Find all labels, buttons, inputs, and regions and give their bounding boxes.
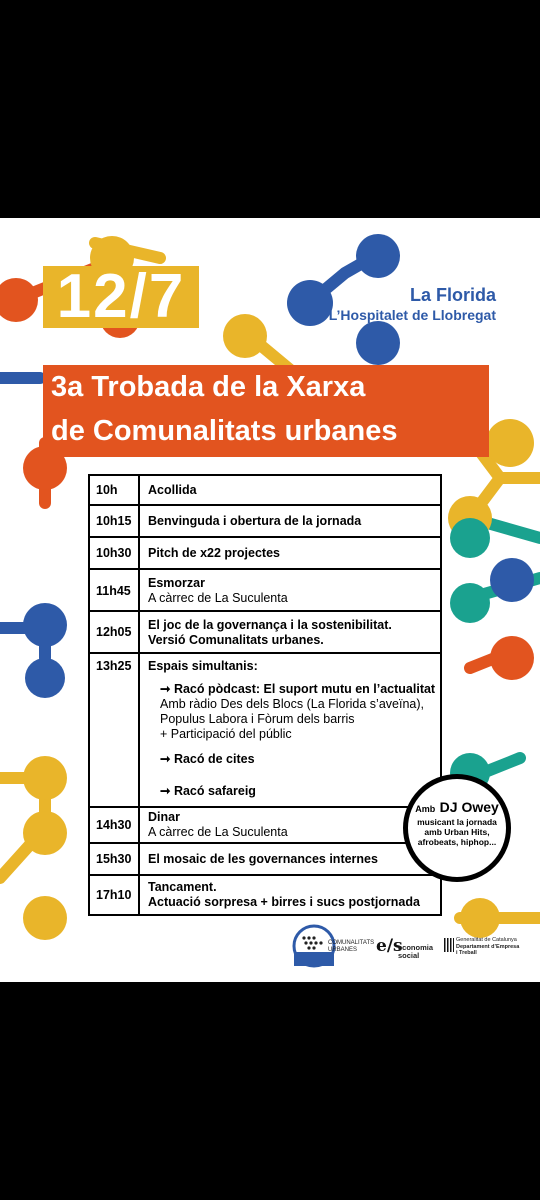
- event-poster: [0, 218, 540, 982]
- sponsor-logos: [290, 922, 540, 970]
- time-cell: 13h25: [89, 653, 139, 807]
- space-cites: ➞ Racó de cites: [160, 752, 255, 766]
- dj-text-1: musicant la jornada: [417, 817, 497, 827]
- economia-social-logo: [398, 944, 433, 960]
- parallel-spaces: [148, 682, 440, 799]
- activity-detail: A càrrec de La Suculenta: [148, 591, 288, 605]
- title-line-1: 3a Trobada de la Xarxa: [51, 371, 366, 403]
- space-podcast: ➞ Racó pòdcast: El suport mutu en l’actualitat: [160, 682, 436, 696]
- logo-text: URBANES: [328, 947, 358, 953]
- economia-social-mark: e/s: [376, 936, 403, 956]
- time-cell: 17h10: [89, 875, 139, 915]
- time-cell: 10h15: [89, 505, 139, 537]
- event-title: [43, 365, 489, 457]
- event-date: 12/7: [43, 266, 199, 328]
- logo-text: i Treball: [456, 950, 477, 956]
- activity-detail: A càrrec de La Suculenta: [148, 825, 288, 839]
- activity-cell: [139, 569, 441, 611]
- activity-detail: Versió Comunalitats urbanes.: [148, 633, 324, 647]
- time-cell: 11h45: [89, 569, 139, 611]
- table-row: [89, 653, 441, 807]
- activity-cell: [139, 875, 441, 915]
- dj-text-3: afrobeats, hiphop...: [417, 837, 497, 847]
- schedule-table: [88, 474, 442, 916]
- activity-title: Esmorzar: [148, 576, 205, 590]
- table-row: [89, 611, 441, 653]
- time-cell: 10h30: [89, 537, 139, 569]
- activity-cell: [139, 653, 441, 807]
- activity-cell: Acollida: [139, 475, 441, 505]
- generalitat-flag-icon: [444, 938, 454, 952]
- activity-cell: [139, 807, 441, 843]
- dj-badge: [403, 774, 511, 882]
- location-neighbourhood: La Florida: [409, 285, 496, 305]
- activity-cell: Benvinguda i obertura de la jornada: [139, 505, 441, 537]
- table-row: [89, 807, 441, 843]
- time-cell: 12h05: [89, 611, 139, 653]
- activity-title: El joc de la governança i la sostenibilitat.: [148, 618, 392, 632]
- time-cell: 10h: [89, 475, 139, 505]
- table-row: [89, 537, 441, 569]
- table-row: [89, 569, 441, 611]
- time-cell: 14h30: [89, 807, 139, 843]
- space-detail: + Participació del públic: [160, 727, 292, 741]
- activity-title: Tancament.: [148, 880, 217, 894]
- space-detail: Populus Labora i Fòrum dels barris: [160, 712, 355, 726]
- logo-text: social: [398, 951, 420, 960]
- logo-text: Generalitat de Catalunya: [456, 937, 517, 943]
- event-location: [329, 284, 496, 324]
- table-row: [89, 875, 441, 915]
- space-safareig: ➞ Racó safareig: [160, 784, 256, 798]
- generalitat-logo: [456, 937, 519, 957]
- activity-detail: Actuació sorpresa + birres i sucs postjornada: [148, 895, 420, 909]
- space-detail: Amb ràdio Des dels Blocs (La Florida s’aveïna),: [160, 697, 425, 711]
- activity-cell: El mosaic de les governances internes: [139, 843, 441, 875]
- location-city: L’Hospitalet de Llobregat: [328, 307, 496, 323]
- logo-text: COMUNALITATS: [328, 940, 375, 946]
- comunalitats-logo: [328, 940, 374, 954]
- dj-prefix: Amb: [415, 804, 436, 814]
- logo-text: economia: [398, 943, 434, 952]
- logo-text: Departament d’Empresa: [456, 943, 520, 950]
- table-row: [89, 475, 441, 505]
- dj-name: DJ Owey: [439, 799, 499, 815]
- dj-text-2: amb Urban Hits,: [424, 827, 490, 837]
- time-cell: 15h30: [89, 843, 139, 875]
- activity-title: Dinar: [148, 810, 180, 824]
- title-line-2: de Comunalitats urbanes: [51, 415, 398, 447]
- activity-title: Espais simultanis:: [148, 659, 258, 673]
- activity-cell: [139, 611, 441, 653]
- activity-cell: Pitch de x22 projectes: [139, 537, 441, 569]
- table-row: [89, 505, 441, 537]
- table-row: [89, 843, 441, 875]
